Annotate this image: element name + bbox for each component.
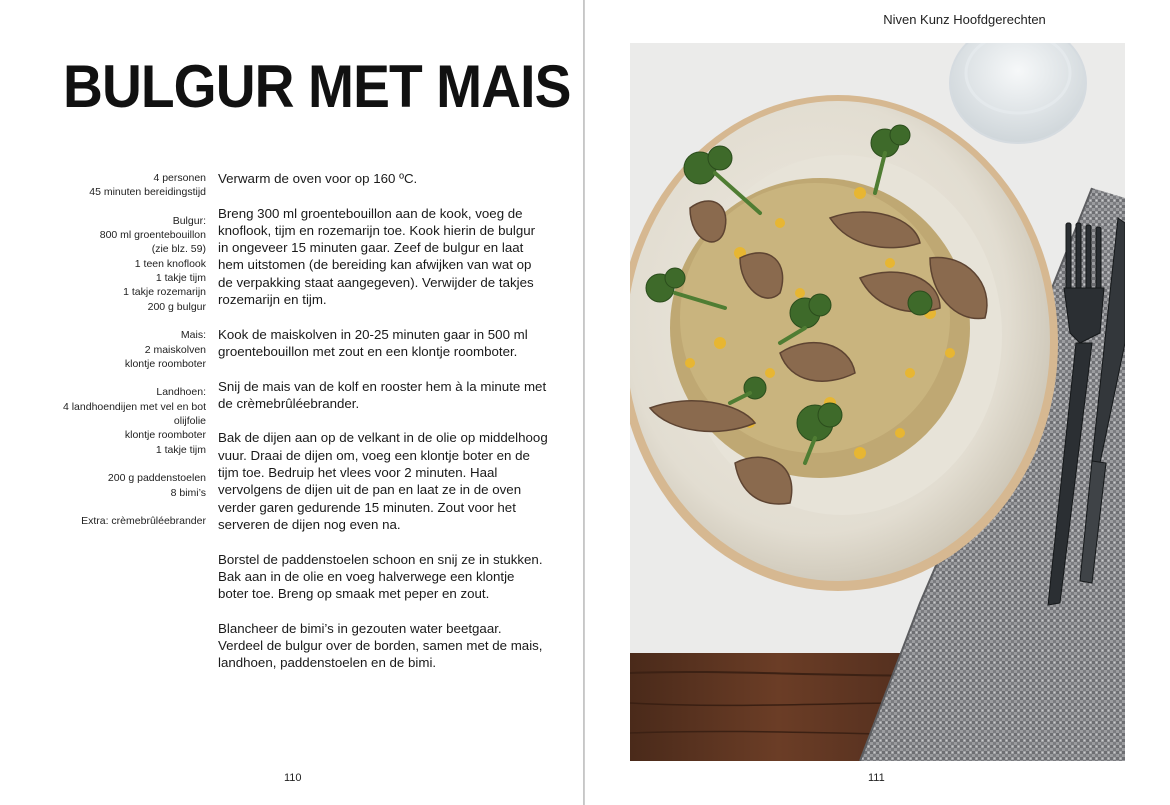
- ingredient-line: klontje roomboter: [124, 429, 206, 442]
- ingredient-line: 4 landhoendijen met vel en bot: [62, 400, 206, 413]
- method-step: Blancheer de bimi’s in gezouten water beetgaar. Verdeel de bulgur over de borden, samen met de mais, landhoen, paddenstoelen en de bimi.: [218, 620, 543, 671]
- ingredient-group-tools: [30, 514, 206, 528]
- ingredient-line: 1 teen knoflook: [134, 257, 206, 270]
- ingredient-group-bulgur: [30, 214, 206, 314]
- method-step: Kook de maiskolven in 20-25 minuten gaar in 500 ml groentebouillon met zout en een klontje roomboter.: [218, 326, 528, 359]
- ingredient-group-mais: [30, 328, 206, 371]
- ingredient-line: Landhoen:: [156, 386, 206, 399]
- ingredient-line: Extra: crèmebrûléebrander: [81, 515, 206, 528]
- method-step: Borstel de paddenstoelen schoon en snij ze in stukken. Bak aan in de olie en voeg halverwege een klontje boter toe. Breng op smaak met peper en zout.: [218, 551, 543, 602]
- method-steps: [218, 170, 548, 689]
- running-head: Niven Kunz Hoofdgerechten: [883, 12, 1046, 27]
- ingredient-line: 1 takje tijm: [155, 443, 206, 456]
- ingredient-line: Mais:: [180, 329, 206, 342]
- method-step: Verwarm de oven voor op 160 ºC.: [218, 171, 418, 186]
- ingredient-group-landhoen: [30, 385, 206, 456]
- page-number-right: 111: [868, 772, 885, 784]
- method-step: Bak de dijen aan op de velkant in de olie op middelhoog vuur. Draai de dijen om, voeg een klontje boter en de tijm toe. Bedruip het vlees voor 2 minuten. Haal vervolgens de dijen uit de pan en laat ze in de oven verder garen gedurende 15 minuten. Zout voor het serveren de dijen nog even na.: [218, 430, 548, 532]
- ingredient-line: 800 ml groentebouillon: [99, 229, 206, 242]
- ingredient-line: 200 g paddenstoelen: [107, 472, 206, 485]
- dish-photo: [630, 43, 1125, 761]
- method-step: Breng 300 ml groentebouillon aan de kook, voeg de knoflook, tijm en rozemarijn toe. Kook hierin de bulgur in ongeveer 15 minuten gaar. Zeef de bulgur en laat hem uitstomen (de bereiding kan afwijken van wat op de verpakking staat aangegeven). Verwijder de takjes rozemarijn en tijm.: [218, 205, 536, 308]
- meta-group: [30, 171, 206, 200]
- right-page: [586, 0, 1170, 805]
- ingredient-line: (zie blz. 59): [151, 243, 206, 256]
- ingredient-line: 8 bimi’s: [170, 486, 206, 499]
- ingredient-line: olijfolie: [173, 415, 206, 428]
- ingredient-line: klontje roomboter: [124, 357, 206, 370]
- ingredient-line: 1 takje rozemarijn: [123, 286, 206, 299]
- book-gutter: [583, 0, 585, 805]
- prep-time: 45 minuten bereidingstijd: [89, 186, 206, 199]
- left-page: [0, 0, 584, 805]
- page-number-left: 110: [284, 772, 302, 784]
- ingredient-line: Bulgur:: [172, 214, 206, 227]
- dish-photo-illustration: [630, 43, 1125, 761]
- recipe-title: BULGUR MET MAIS: [63, 53, 571, 120]
- servings: 4 personen: [153, 172, 206, 184]
- ingredient-group-extra: [30, 471, 206, 500]
- ingredient-line: 2 maiskolven: [144, 343, 206, 356]
- ingredient-line: 1 takje tijm: [155, 272, 206, 285]
- method-step: Snij de mais van de kolf en rooster hem à la minute met de crèmebrûléebrander.: [218, 378, 547, 411]
- ingredient-line: 200 g bulgur: [147, 300, 206, 313]
- ingredient-list: [30, 171, 206, 543]
